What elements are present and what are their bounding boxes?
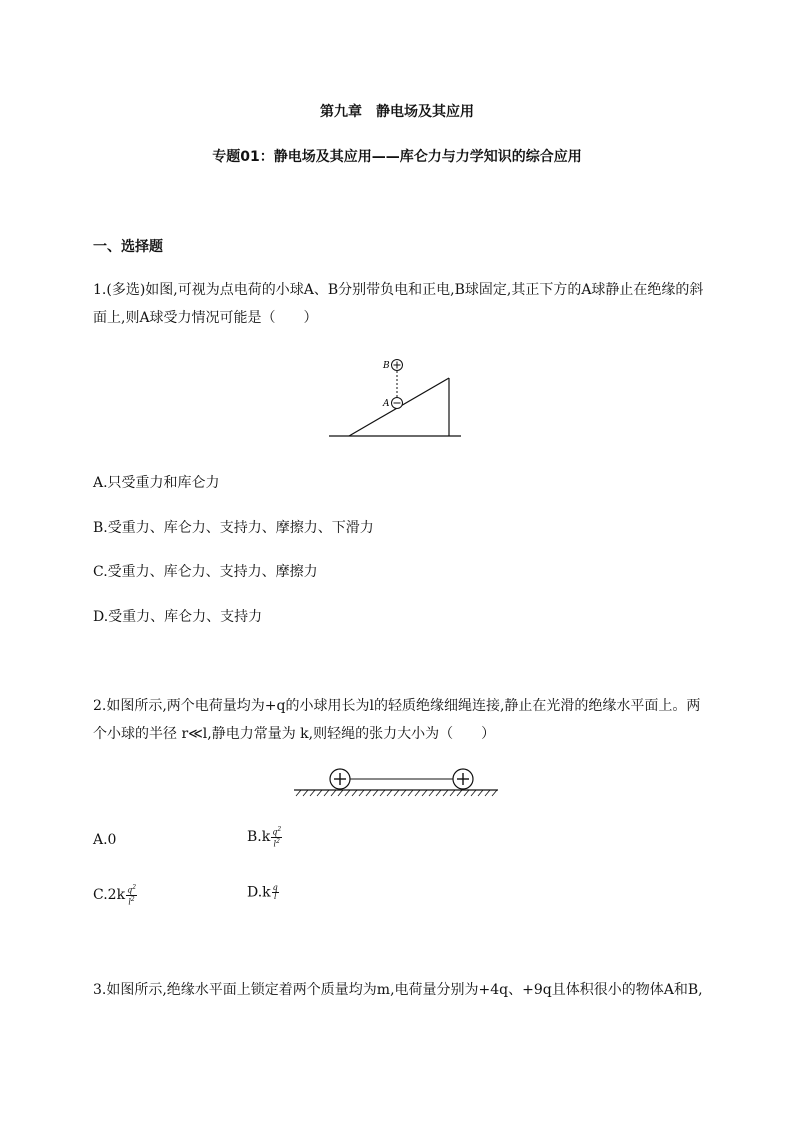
q1-option-d: D.受重力、库仑力、支持力 bbox=[93, 609, 263, 625]
topic-title: 专题01：静电场及其应用——库仑力与力学知识的综合应用 bbox=[212, 149, 582, 165]
ball-a bbox=[392, 398, 403, 409]
hatching bbox=[296, 790, 497, 796]
q1-option-a: A.只受重力和库仑力 bbox=[93, 475, 220, 491]
question-2-text: 2.如图所示,两个电荷量均为+q的小球用长为l的轻质绝缘细绳连接,静止在光滑的绝缘水平面上。两个小球的半径 r≪l,静电力常量为 k,则轻绳的张力大小为（ ） bbox=[93, 698, 701, 742]
q2-option-c bbox=[93, 884, 137, 906]
chapter-title: 第九章 静电场及其应用 bbox=[320, 104, 474, 120]
q2-option-c-fraction: $\frac{q^2}{l^2}$ bbox=[127, 884, 137, 907]
q2-option-d-prefix: D.k bbox=[247, 884, 271, 901]
q2-option-b-fraction: $\frac{q^2}{l^2}$ bbox=[272, 826, 282, 849]
q2-option-b-prefix: B.k bbox=[247, 829, 271, 846]
q1-option-b: B.受重力、库仑力、支持力、摩擦力、下滑力 bbox=[93, 520, 374, 536]
q1-option-c: C.受重力、库仑力、支持力、摩擦力 bbox=[93, 564, 318, 580]
q2-option-a: A.0 bbox=[93, 832, 117, 848]
question-1-text: 1.(多选)如图,可视为点电荷的小球A、B分别带负电和正电,B球固定,其正下方的A球静止在绝缘的斜面上,则A球受力情况可能是（ ） bbox=[93, 282, 704, 326]
two-balls-figure bbox=[292, 765, 502, 799]
question-3-text: 3.如图所示,绝缘水平面上锁定着两个质量均为m,电荷量分别为+4q、+9q且体积很小的物体A和B, bbox=[93, 982, 703, 998]
ball-left bbox=[330, 769, 350, 789]
q2-option-b bbox=[247, 826, 282, 848]
incline-figure bbox=[325, 353, 465, 443]
label-b: B bbox=[383, 361, 390, 371]
q2-option-c-prefix: C.2k bbox=[93, 887, 126, 904]
q2-option-d bbox=[247, 884, 279, 901]
q2-option-d-fraction: $\frac{q}{l}$ bbox=[272, 883, 278, 901]
ball-right bbox=[453, 769, 473, 789]
label-a: A bbox=[383, 399, 390, 409]
ball-b bbox=[392, 360, 403, 371]
section-heading: 一、选择题 bbox=[93, 239, 163, 255]
